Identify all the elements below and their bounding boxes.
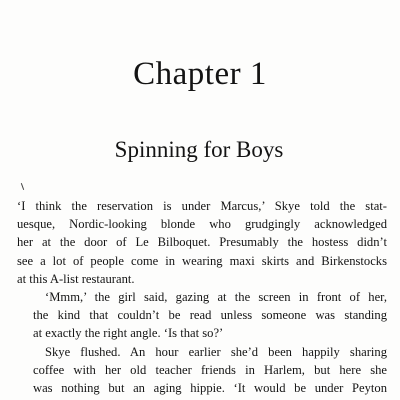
paragraph bbox=[17, 343, 387, 398]
text-line: was nothing but an aging hippie. ‘It would be under Peyton bbox=[33, 381, 387, 396]
text-line: Skye flushed. An hour earlier she’d been happily sharing bbox=[45, 344, 387, 359]
text-line: the kind that couldn’t be read unless someone was standing bbox=[33, 308, 387, 323]
paragraph bbox=[17, 197, 387, 288]
text-line: at exactly the right angle. ‘Is that so?’ bbox=[33, 326, 224, 341]
text-line: at this A-list restaurant. bbox=[17, 271, 135, 286]
text-line: uesque, Nordic-looking blonde who grudgingly acknowledged bbox=[17, 217, 387, 232]
text-line: coffee with her old teacher friends in Harlem, but here she bbox=[33, 362, 387, 377]
text-line: ‘I think the reservation is under Marcus,’ Skye told the stat- bbox=[17, 199, 387, 213]
stray-pen-mark bbox=[21, 183, 24, 190]
chapter-number-heading: Chapter 1 bbox=[133, 56, 267, 92]
chapter-body-text bbox=[17, 197, 387, 397]
paragraph bbox=[17, 288, 387, 343]
chapter-title-heading: Spinning for Boys bbox=[114, 137, 284, 162]
text-line: her at the door of Le Bilboquet. Presumably the hostess didn’t bbox=[17, 235, 387, 250]
text-line: see a lot of people come in wearing maxi skirts and Birkenstocks bbox=[17, 253, 387, 268]
text-line: ‘Mmm,’ the girl said, gazing at the screen in front of her, bbox=[45, 290, 387, 305]
